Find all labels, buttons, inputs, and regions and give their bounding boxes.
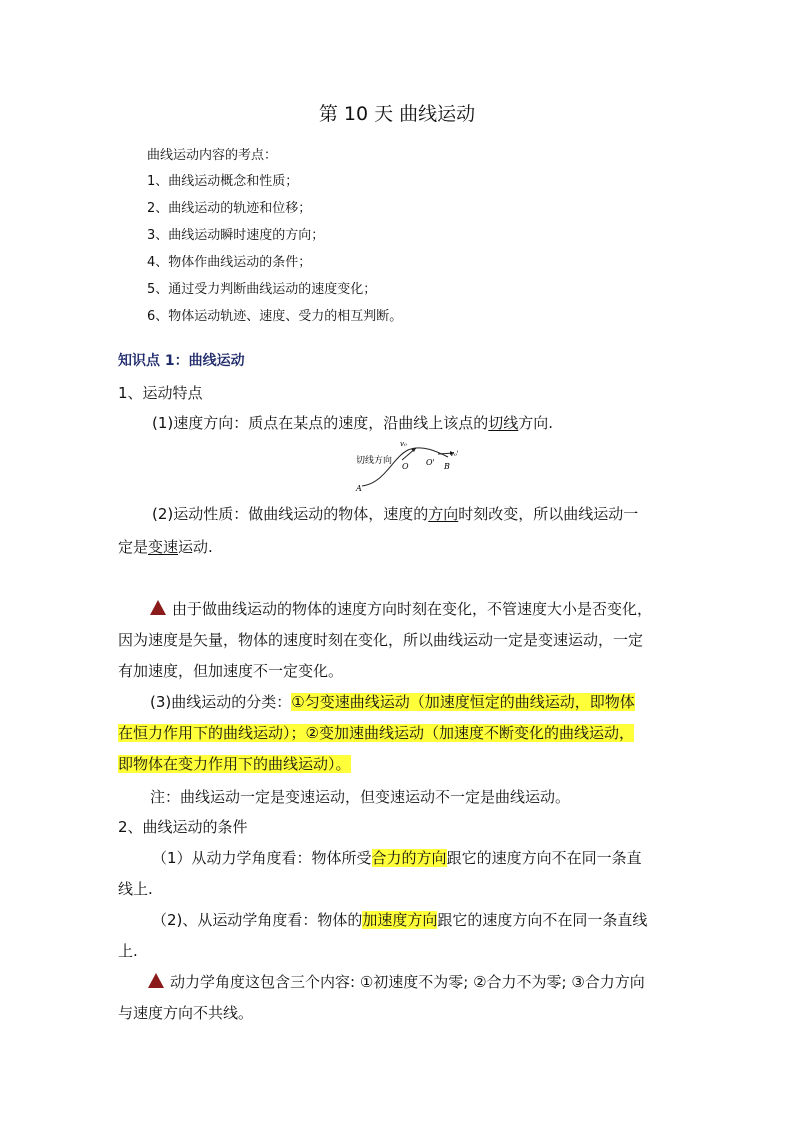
intro-item: 4、物体作曲线运动的条件； [147, 255, 312, 270]
subheading-conditions: 2、曲线运动的条件 [118, 818, 248, 836]
intro-item: 2、曲线运动的轨迹和位移； [147, 201, 312, 216]
note-paragraph-line: 有加速度，但加速度不一定变化。 [118, 662, 344, 680]
intro-item: 5、通过受力判断曲线运动的速度变化； [147, 282, 377, 297]
label-B: B [444, 462, 450, 471]
highlighted-text: 加速度方向 [362, 911, 438, 929]
note-paragraph: 由于做曲线运动的物体的速度方向时刻在变化，不管速度大小是否变化， [150, 598, 652, 619]
label-A: A [356, 484, 362, 493]
underlined-term: 方向 [428, 505, 459, 523]
paragraph-motion-nature: (2)运动性质：做曲线运动的物体，速度的方向时刻改变，所以曲线运动一 [152, 505, 639, 523]
warning-triangle-icon [148, 973, 164, 988]
underlined-term: 变速 [148, 538, 179, 556]
note-three-contents-cont: 与速度方向不共线。 [118, 1004, 254, 1022]
warning-triangle-icon [150, 600, 166, 615]
note-three-contents: 动力学角度这包含三个内容: ①初速度不为零; ②合力不为零; ③合力方向 [148, 971, 645, 992]
intro-item: 6、物体运动轨迹、速度、受力的相互判断。 [147, 309, 403, 324]
condition-dynamics-cont: 线上. [118, 880, 153, 898]
section-heading: 知识点 1：曲线运动 [118, 353, 245, 369]
paragraph-classification-line [118, 722, 634, 743]
subheading-features: 1、运动特点 [118, 384, 203, 402]
highlighted-text: 即物体在变力作用下的曲线运动）。 [118, 755, 351, 773]
remark: 注：曲线运动一定是变速运动，但变速运动不一定是曲线运动。 [150, 788, 571, 806]
highlighted-text: 合力的方向 [371, 849, 447, 867]
label-v0-prime: v₀' [450, 450, 459, 458]
intro-heading: 曲线运动内容的考点： [147, 148, 278, 163]
tangent-direction-figure [350, 438, 470, 494]
condition-dynamics: （1）从动力学角度看：物体所受合力的方向跟它的速度方向不在同一条直 [152, 849, 642, 867]
condition-kinematics: （2)、从运动学角度看：物体的加速度方向跟它的速度方向不在同一条直线 [152, 911, 648, 929]
tangent-label: 切线方向 [356, 456, 393, 466]
paragraph-velocity-direction: (1)速度方向：质点在某点的速度，沿曲线上该点的切线方向. [152, 414, 554, 432]
condition-kinematics-cont: 上. [118, 942, 138, 960]
highlighted-text: ①匀变速曲线运动（加速度恒定的曲线运动，即物体 [291, 693, 635, 711]
paragraph-classification-line [118, 753, 351, 774]
paragraph-classification: (3)曲线运动的分类：①匀变速曲线运动（加速度恒定的曲线运动，即物体 [150, 693, 635, 711]
paragraph-motion-nature-cont: 定是变速运动. [118, 538, 213, 556]
page-title: 第 10 天 曲线运动 [318, 103, 476, 125]
intro-item: 3、曲线运动瞬时速度的方向； [147, 228, 325, 243]
underlined-term: 切线 [488, 414, 519, 432]
intro-item: 1、曲线运动概念和性质； [147, 174, 299, 189]
label-O: O [402, 462, 409, 471]
highlighted-text: 在恒力作用下的曲线运动）；②变加速曲线运动（加速度不断变化的曲线运动， [118, 724, 634, 742]
label-O-prime: O' [426, 458, 435, 467]
note-paragraph-line: 因为速度是矢量，物体的速度时刻在变化，所以曲线运动一定是变速运动，一定 [118, 631, 644, 649]
label-v0: v₀ [400, 440, 407, 448]
